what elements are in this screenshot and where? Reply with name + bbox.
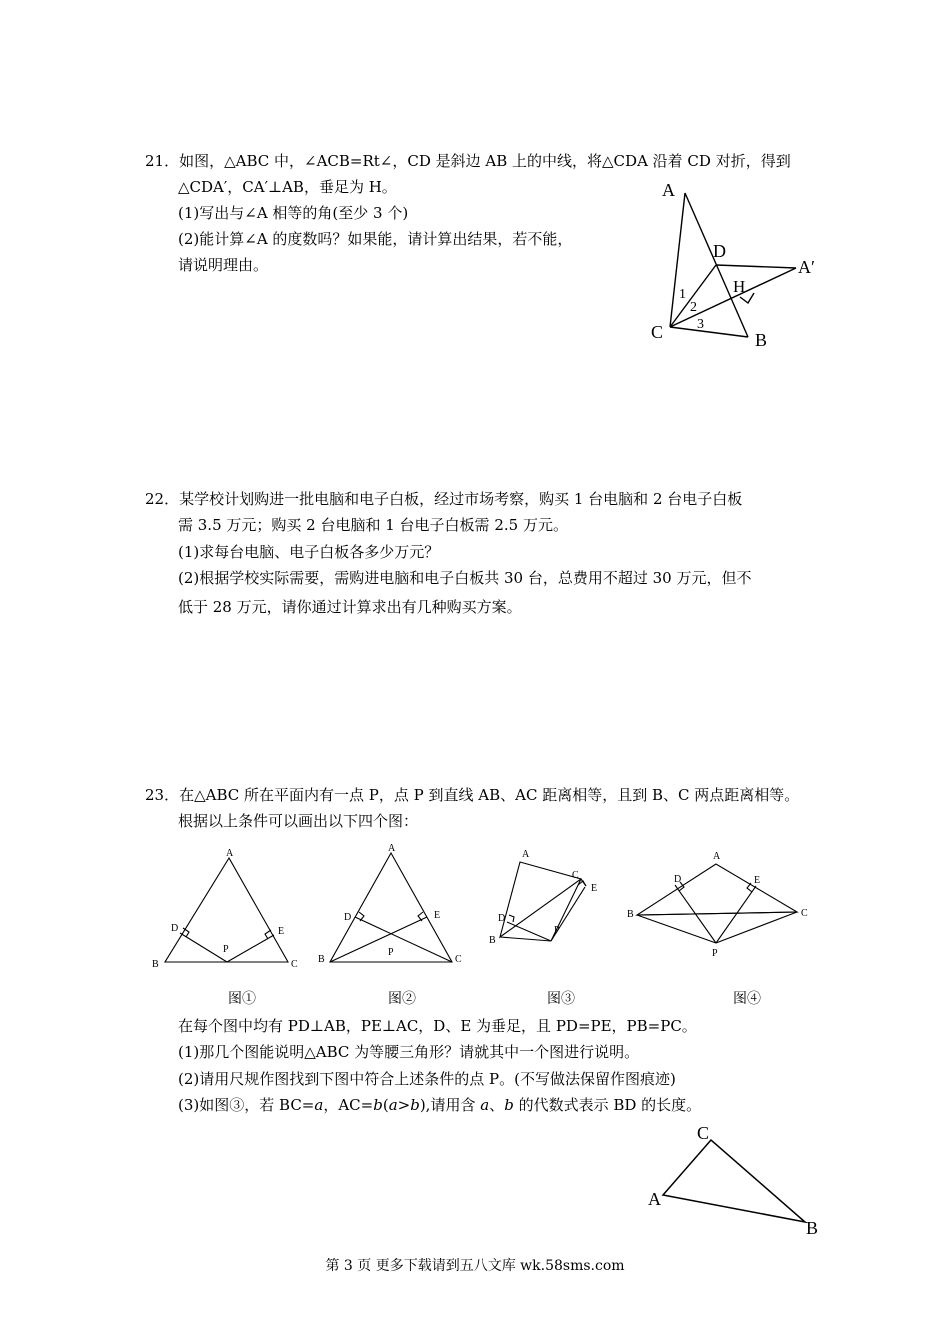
segment-DA-prime bbox=[716, 265, 796, 268]
q23-part3: (3)如图③，若 BC=a，AC=b(a>b),请用含 a、b 的代数式表示 BD 的长度。 bbox=[178, 1096, 702, 1114]
q23-figure-1 bbox=[150, 845, 305, 970]
label-A-prime: A′ bbox=[798, 257, 815, 277]
fig3-label-E: E bbox=[591, 883, 598, 894]
fig1-label-C: C bbox=[291, 959, 298, 970]
fig3-label-P: P bbox=[554, 925, 560, 936]
fig2-label-C: C bbox=[455, 954, 462, 965]
fig2-label-P: P bbox=[388, 947, 394, 958]
q21-part2: (2)能计算∠A 的度数吗？如果能，请计算出结果，若不能， bbox=[178, 230, 573, 248]
segment-CB bbox=[670, 327, 748, 337]
q22-part2: (2)根据学校实际需要，需购进电脑和电子白板共 30 台，总费用不超过 30 万元，但不 bbox=[178, 569, 752, 587]
fig1-label-D: D bbox=[171, 923, 179, 934]
fig1-label-B: B bbox=[152, 959, 159, 970]
label-angle-3: 3 bbox=[697, 317, 704, 332]
fig2-label-D: D bbox=[344, 912, 352, 923]
label-angle-1: 1 bbox=[679, 287, 686, 302]
fig2-label-E: E bbox=[434, 910, 441, 921]
q23-figure-2 bbox=[312, 840, 472, 970]
fig1-label-A: A bbox=[226, 848, 234, 859]
q22-line5: 低于 28 万元，请你通过计算求出有几种购买方案。 bbox=[178, 598, 522, 616]
fig3-caption: 图③ bbox=[547, 991, 575, 1007]
q23-construction-triangle bbox=[640, 1120, 830, 1240]
page-footer: 第 3 页 更多下载请到五八文库 wk.58sms.com bbox=[325, 1258, 625, 1274]
fig3-label-D: D bbox=[498, 913, 506, 924]
q21-line1: 21．如图，△ABC 中，∠ACB=Rt∠，CD 是斜边 AB 上的中线，将△CDA 沿着 CD 对折，得到 bbox=[145, 152, 791, 170]
fig2-caption: 图② bbox=[388, 991, 416, 1007]
q22-part1: (1)求每台电脑、电子白板各多少万元？ bbox=[178, 543, 440, 561]
q23-line1: 23．在△ABC 所在平面内有一点 P，点 P 到直线 AB、AC 距离相等，且到 B、C 两点距离相等。 bbox=[145, 786, 800, 804]
fig4-label-D: D bbox=[674, 874, 682, 885]
fig4-label-C: C bbox=[801, 908, 808, 919]
q21-figure bbox=[640, 175, 830, 355]
q23-figure-3 bbox=[485, 843, 610, 953]
segment-CD bbox=[670, 265, 716, 327]
q21-line2: △CDA′，CA′⊥AB，垂足为 H。 bbox=[178, 178, 397, 196]
q22-line1: 22．某学校计划购进一批电脑和电子白板，经过市场考察，购买 1 台电脑和 2 台电子白板 bbox=[145, 490, 743, 508]
triangle-label-B: B bbox=[806, 1218, 819, 1238]
q21-line5: 请说明理由。 bbox=[178, 256, 269, 274]
label-B: B bbox=[755, 330, 768, 350]
q23-figure-4 bbox=[620, 845, 815, 960]
fig4-label-B: B bbox=[627, 909, 634, 920]
segment-AC bbox=[670, 193, 685, 327]
triangle-label-C: C bbox=[697, 1123, 710, 1143]
fig1-label-P: P bbox=[223, 944, 229, 955]
fig3-label-A: A bbox=[522, 849, 530, 860]
fig4-caption: 图④ bbox=[733, 991, 761, 1007]
fig2-label-A: A bbox=[388, 843, 396, 854]
q23-condition: 在每个图中均有 PD⊥AB，PE⊥AC，D、E 为垂足，且 PD=PE，PB=PC。 bbox=[178, 1017, 697, 1035]
label-D: D bbox=[713, 241, 726, 261]
q23-line2: 根据以上条件可以画出以下四个图： bbox=[178, 812, 419, 830]
fig4-label-A: A bbox=[713, 851, 721, 862]
q23-part2: (2)请用尺规作图找到下图中符合上述条件的点 P。(不写做法保留作图痕迹) bbox=[178, 1070, 676, 1088]
triangle-label-A: A bbox=[648, 1189, 661, 1209]
fig4-label-P: P bbox=[712, 948, 718, 959]
label-A: A bbox=[662, 180, 675, 200]
fig3-label-C: C bbox=[572, 870, 579, 881]
q21-part1: (1)写出与∠A 相等的角(至少 3 个) bbox=[178, 204, 409, 222]
q23-part1: (1)那几个图能说明△ABC 为等腰三角形？请就其中一个图进行说明。 bbox=[178, 1043, 640, 1061]
fig2-label-B: B bbox=[318, 954, 325, 965]
fig1-label-E: E bbox=[278, 926, 285, 937]
fig1-caption: 图① bbox=[228, 991, 256, 1007]
fig4-label-E: E bbox=[754, 875, 761, 886]
label-H: H bbox=[733, 277, 746, 296]
label-C: C bbox=[651, 322, 664, 342]
fig3-label-B: B bbox=[489, 935, 496, 946]
q22-line2: 需 3.5 万元；购买 2 台电脑和 1 台电子白板需 2.5 万元。 bbox=[178, 516, 568, 534]
label-angle-2: 2 bbox=[690, 300, 697, 315]
